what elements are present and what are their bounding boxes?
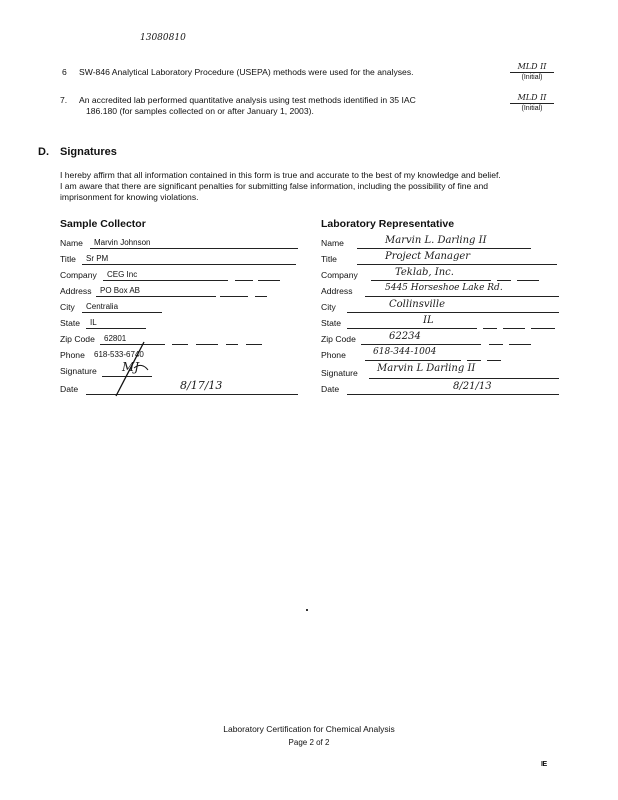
item-6-initials: MLD II bbox=[510, 62, 554, 73]
lab-signature-row bbox=[321, 363, 559, 379]
collector-title-line bbox=[82, 264, 296, 265]
affirmation-line-2: I am aware that there are significant penalties for submitting false information, including the possibility of fine and bbox=[60, 181, 489, 191]
collector-zip-dash-1 bbox=[172, 344, 188, 345]
lab-title-line bbox=[357, 264, 557, 265]
lab-company-row bbox=[321, 268, 559, 281]
lab-zip-dash-2 bbox=[509, 344, 531, 345]
section-letter: D. bbox=[38, 146, 49, 158]
lab-phone-dash-1 bbox=[467, 360, 481, 361]
lab-phone-value: 618-344-1004 bbox=[373, 347, 437, 357]
lab-zip-line bbox=[361, 344, 481, 345]
lab-phone-row bbox=[321, 348, 559, 361]
collector-date-value: 8/17/13 bbox=[180, 379, 223, 392]
collector-company-value: CEG Inc bbox=[107, 270, 138, 279]
stamp-number: 13080810 bbox=[140, 33, 186, 43]
lab-name-line bbox=[357, 248, 531, 249]
collector-city-row bbox=[60, 300, 298, 313]
lab-zip-row bbox=[321, 332, 559, 345]
collector-state-label: State bbox=[60, 318, 81, 328]
collector-name-value: Marvin Johnson bbox=[94, 238, 151, 247]
collector-company-line bbox=[103, 280, 228, 281]
stray-dot bbox=[306, 609, 308, 611]
collector-company-row bbox=[60, 268, 298, 281]
collector-zip-value: 62801 bbox=[104, 334, 127, 343]
collector-zip-dash-3 bbox=[226, 344, 238, 345]
lab-company-value: Teklab, Inc. bbox=[395, 267, 454, 278]
collector-state-value: IL bbox=[90, 318, 97, 327]
lab-address-line bbox=[365, 296, 559, 297]
item-7-number: 7. bbox=[60, 95, 68, 105]
lab-zip-dash-1 bbox=[489, 344, 503, 345]
section-title: Signatures bbox=[60, 146, 117, 158]
lab-state-line bbox=[347, 328, 477, 329]
collector-phone-row bbox=[60, 348, 298, 361]
lab-address-row bbox=[321, 284, 559, 297]
lab-city-value: Collinsville bbox=[389, 299, 446, 310]
lab-date-line bbox=[347, 394, 559, 395]
collector-company-dash-2 bbox=[258, 280, 280, 281]
collector-title-label: Title bbox=[60, 254, 76, 264]
collector-address-dash-1 bbox=[220, 296, 248, 297]
affirmation-line-1: I hereby affirm that all information contained in this form is true and accurate to the best of my knowledge and belief. bbox=[60, 170, 501, 180]
lab-title-row bbox=[321, 252, 559, 265]
collector-city-value: Centralia bbox=[86, 302, 119, 311]
collector-city-label: City bbox=[60, 302, 75, 312]
lab-address-value: 5445 Horseshoe Lake Rd. bbox=[385, 283, 503, 293]
lab-phone-label: Phone bbox=[321, 350, 346, 360]
collector-company-label: Company bbox=[60, 270, 97, 280]
item-6-initial-label: (Initial) bbox=[521, 74, 543, 81]
lab-name-value: Marvin L. Darling II bbox=[385, 235, 487, 246]
lab-state-dash-1 bbox=[483, 328, 497, 329]
lab-company-dash-1 bbox=[497, 280, 511, 281]
lab-signature-value: Marvin L Darling II bbox=[377, 363, 476, 374]
item-7-text-line2: 186.180 (for samples collected on or after January 1, 2003). bbox=[86, 106, 314, 116]
collector-address-dash-2 bbox=[255, 296, 267, 297]
lab-date-row bbox=[321, 382, 559, 395]
lab-phone-line bbox=[365, 360, 461, 361]
collector-state-row bbox=[60, 316, 298, 329]
collector-address-line bbox=[96, 296, 216, 297]
lab-date-value: 8/21/13 bbox=[453, 381, 492, 392]
lab-state-row bbox=[321, 316, 559, 329]
collector-title-value: Sr PM bbox=[86, 254, 109, 263]
lab-name-label: Name bbox=[321, 238, 344, 248]
lab-signature-line bbox=[369, 378, 559, 379]
collector-signature-value: MJ bbox=[122, 360, 140, 374]
collector-address-row bbox=[60, 284, 298, 297]
lab-heading: Laboratory Representative bbox=[321, 218, 455, 230]
collector-signature-label: Signature bbox=[60, 366, 97, 376]
item-7-text-line1: An accredited lab performed quantitative analysis using test methods identified in 35 IAC bbox=[79, 95, 416, 105]
item-7-initial-label: (Initial) bbox=[521, 105, 543, 112]
collector-name-row bbox=[60, 236, 298, 249]
item-7-initials: MLD II bbox=[510, 93, 554, 104]
lab-state-label: State bbox=[321, 318, 342, 328]
collector-address-value: PO Box AB bbox=[100, 286, 141, 295]
corner-mark: IE bbox=[541, 761, 547, 768]
collector-state-line bbox=[86, 328, 146, 329]
lab-city-row bbox=[321, 300, 559, 313]
lab-address-label: Address bbox=[321, 286, 353, 296]
item-7-initial-block bbox=[510, 93, 554, 112]
affirmation-line-3: imprisonment for knowing violations. bbox=[60, 192, 199, 202]
footer-title: Laboratory Certification for Chemical Analysis bbox=[223, 724, 395, 734]
collector-zip-label: Zip Code bbox=[60, 334, 95, 344]
collector-phone-label: Phone bbox=[60, 350, 85, 360]
collector-name-label: Name bbox=[60, 238, 83, 248]
lab-signature-label: Signature bbox=[321, 368, 358, 378]
collector-city-line bbox=[82, 312, 162, 313]
collector-heading: Sample Collector bbox=[60, 218, 146, 230]
lab-zip-label: Zip Code bbox=[321, 334, 356, 344]
lab-title-label: Title bbox=[321, 254, 337, 264]
collector-title-row bbox=[60, 252, 298, 265]
collector-signature-row bbox=[60, 360, 298, 377]
lab-company-line bbox=[371, 280, 491, 281]
lab-state-value: IL bbox=[423, 315, 434, 326]
lab-company-dash-2 bbox=[517, 280, 539, 281]
lab-phone-dash-2 bbox=[487, 360, 501, 361]
footer-page: Page 2 of 2 bbox=[288, 738, 330, 747]
collector-zip-dash-4 bbox=[246, 344, 262, 345]
lab-name-row bbox=[321, 236, 559, 249]
lab-state-dash-3 bbox=[531, 328, 555, 329]
item-6-initial-block bbox=[510, 62, 554, 81]
item-6-text: SW-846 Analytical Laboratory Procedure (USEPA) methods were used for the analyses. bbox=[79, 67, 414, 77]
lab-zip-value: 62234 bbox=[389, 331, 421, 342]
collector-name-line bbox=[90, 248, 298, 249]
collector-company-dash-1 bbox=[235, 280, 253, 281]
collector-zip-dash-2 bbox=[196, 344, 218, 345]
lab-title-value: Project Manager bbox=[385, 251, 471, 262]
item-6-number: 6 bbox=[62, 67, 67, 77]
collector-signature-stroke bbox=[110, 340, 150, 398]
collector-phone-value: 618-533-6740 bbox=[94, 350, 144, 359]
collector-zip-row bbox=[60, 332, 298, 345]
lab-date-label: Date bbox=[321, 384, 340, 394]
collector-address-label: Address bbox=[60, 286, 92, 296]
lab-company-label: Company bbox=[321, 270, 358, 280]
lab-city-label: City bbox=[321, 302, 336, 312]
lab-city-line bbox=[347, 312, 559, 313]
collector-date-label: Date bbox=[60, 384, 79, 394]
collector-date-row bbox=[60, 379, 298, 395]
lab-state-dash-2 bbox=[503, 328, 525, 329]
